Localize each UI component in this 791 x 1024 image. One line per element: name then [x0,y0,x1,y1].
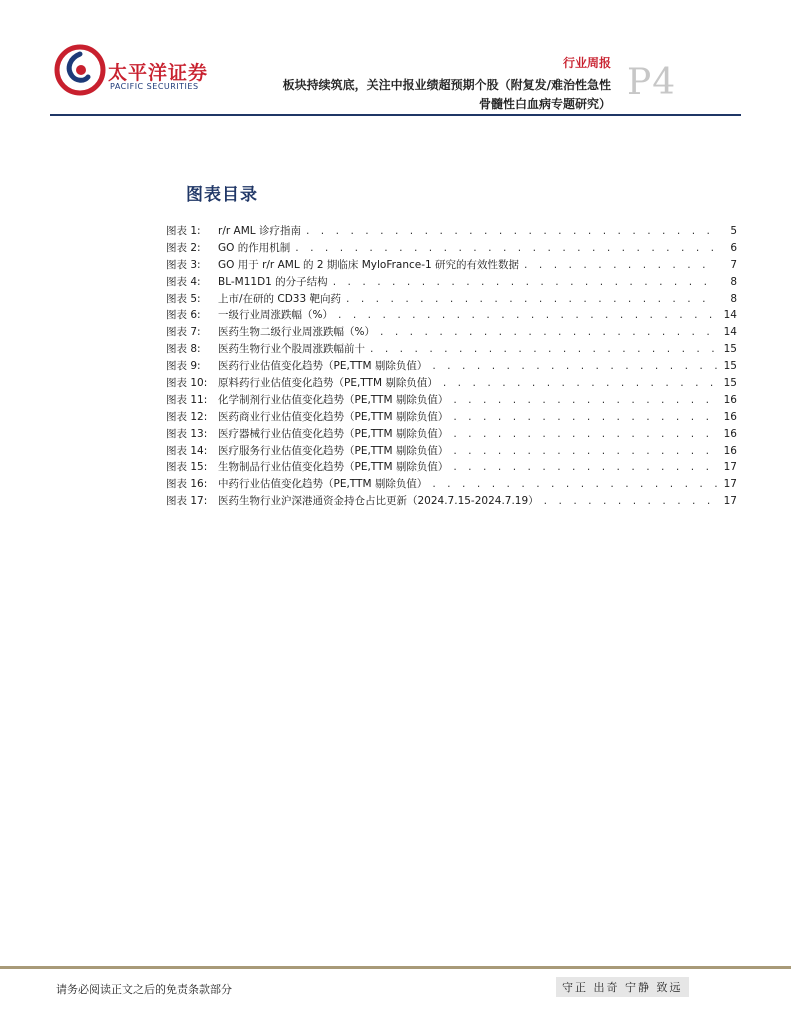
table-of-figures [166,223,737,510]
toc-item-label: 图表 3: [166,258,201,271]
toc-item-label: 图表 6: [166,309,201,322]
toc-leader-dots [442,379,717,389]
toc-item-label: 图表 11: [166,393,208,406]
toc-item-page: 5 [730,225,737,237]
toc-item-page: 15 [723,360,737,373]
toc-leader-dots [345,295,717,305]
toc-item-label: 图表 7: [166,326,201,339]
toc-item-page: 7 [730,258,737,271]
toc-leader-dots [337,311,717,321]
toc-item-label: 图表 8: [166,343,201,356]
toc-item-page: 16 [723,444,737,457]
toc-item-page: 14 [723,326,737,339]
toc-item-page: 16 [723,393,737,406]
report-type: 行业周报 [562,56,611,70]
toc-item-page: 8 [730,292,737,305]
toc-item-page: 15 [723,377,737,390]
toc-item-label: 图表 14: [166,444,208,457]
toc-item[interactable] [166,476,737,493]
toc-item-page: 16 [723,427,737,440]
toc-item-label: 图表 15: [166,461,208,474]
toc-item[interactable] [166,274,737,291]
header-divider [50,114,741,116]
toc-leader-dots [452,463,717,473]
toc-item-page: 17 [723,461,737,474]
brand-name-cn: 太平洋证券 [108,62,209,84]
toc-item-label: 图表 4: [166,275,201,288]
toc-item-title: 生物制品行业估值变化趋势（PE,TTM 剔除负值） [218,461,449,474]
toc-item-title: 医药生物二级行业周涨跌幅（%） [218,326,375,339]
report-title-line-1: 板块持续筑底，关注中报业绩超预期个股（附复发/难治性急性 [282,78,611,92]
toc-item-page: 14 [723,309,737,322]
toc-item[interactable] [166,375,737,392]
toc-item-label: 图表 5: [166,292,201,305]
toc-item-title: 医疗器械行业估值变化趋势（PE,TTM 剔除负值） [218,427,449,440]
toc-leader-dots [452,430,717,440]
footer-divider [0,966,791,969]
toc-item[interactable] [166,223,737,240]
brand-name-en: PACIFIC SECURITIES [110,82,199,91]
toc-item-label: 图表 17: [166,495,208,508]
toc-item-page: 8 [730,275,737,288]
toc-item-title: 医药商业行业估值变化趋势（PE,TTM 剔除负值） [218,410,449,423]
toc-item-label: 图表 9: [166,360,201,373]
toc-item-title: r/r AML 诊疗指南 [218,225,301,237]
toc-item[interactable] [166,409,737,426]
report-title-line-2: 骨髓性白血病专题研究） [478,97,611,111]
toc-heading: 图表目录 [186,185,258,205]
toc-item[interactable] [166,307,737,324]
toc-leader-dots [452,413,717,423]
toc-item-page: 17 [723,478,737,491]
toc-item-label: 图表 16: [166,478,208,491]
toc-item-title: 医药行业估值变化趋势（PE,TTM 剔除负值） [218,360,428,373]
toc-item[interactable] [166,426,737,443]
toc-item-page: 6 [730,241,737,254]
toc-leader-dots [431,362,717,372]
toc-leader-dots [294,244,717,254]
toc-leader-dots [543,497,717,507]
toc-item[interactable] [166,493,737,510]
toc-leader-dots [431,480,717,490]
toc-item-title: 上市/在研的 CD33 靶向药 [218,292,341,305]
toc-leader-dots [332,278,717,288]
toc-item-title: GO 的作用机制 [218,241,291,254]
toc-leader-dots [369,345,717,355]
toc-item[interactable] [166,341,737,358]
toc-item-title: 医药生物行业个股周涨跌幅前十 [218,343,365,356]
toc-item-title: 医疗服务行业估值变化趋势（PE,TTM 剔除负值） [218,444,449,457]
toc-item[interactable] [166,240,737,257]
toc-item[interactable] [166,358,737,375]
toc-item-title: 医药生物行业沪深港通资金持仓占比更新（2024.7.15-2024.7.19） [218,495,539,508]
toc-leader-dots [452,396,717,406]
toc-item[interactable] [166,291,737,308]
toc-item[interactable] [166,392,737,409]
toc-item-label: 图表 10: [166,377,208,390]
toc-item-label: 图表 1: [166,225,201,237]
toc-leader-dots [379,328,717,338]
footer-motto: 守正 出奇 宁静 致远 [556,977,689,997]
toc-item-title: GO 用于 r/r AML 的 2 期临床 MyloFrance-1 研究的有效性数据 [218,258,520,271]
toc-item[interactable] [166,324,737,341]
toc-item[interactable] [166,443,737,460]
report-title [211,76,611,114]
toc-leader-dots [452,447,717,457]
toc-item-label: 图表 13: [166,427,208,440]
toc-item-title: 一级行业周涨跌幅（%） [218,309,333,322]
footer-disclaimer: 请务必阅读正文之后的免责条款部分 [56,983,232,996]
toc-item-label: 图表 2: [166,241,201,254]
toc-item-page: 16 [723,410,737,423]
pacific-securities-logo-icon [54,44,106,96]
toc-item[interactable] [166,459,737,476]
toc-leader-dots [523,261,717,271]
toc-item-title: BL-M11D1 的分子结构 [218,275,328,288]
toc-item-page: 15 [723,343,737,356]
toc-item-title: 化学制剂行业估值变化趋势（PE,TTM 剔除负值） [218,393,449,406]
toc-item-title: 中药行业估值变化趋势（PE,TTM 剔除负值） [218,478,428,491]
toc-leader-dots [305,227,717,237]
toc-item-title: 原料药行业估值变化趋势（PE,TTM 剔除负值） [218,377,438,390]
toc-item[interactable] [166,257,737,274]
toc-item-label: 图表 12: [166,410,208,423]
toc-item-page: 17 [723,495,737,508]
page-number: P4 [627,62,677,103]
